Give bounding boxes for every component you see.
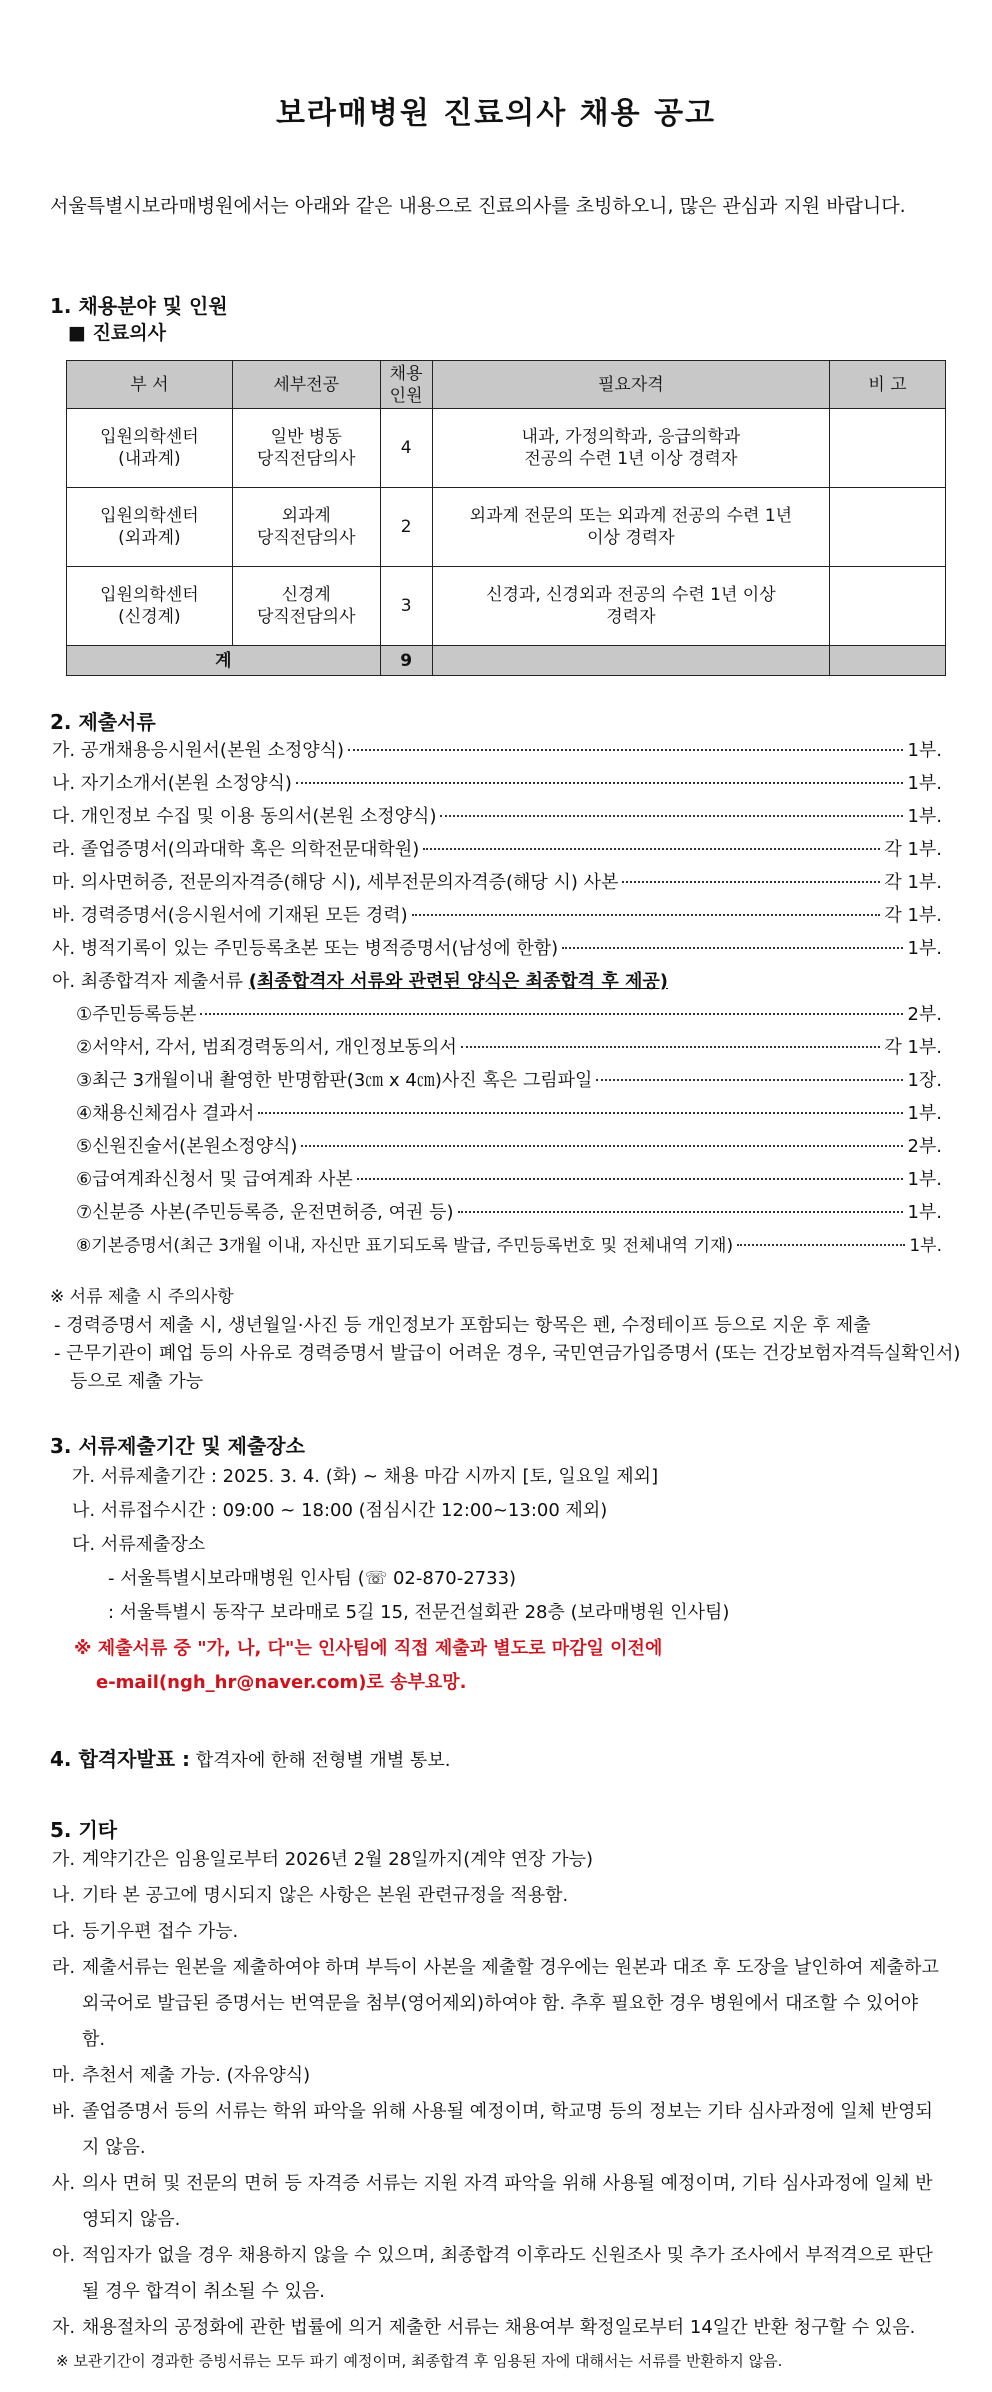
cell-qual: 신경과, 신경외과 전공의 수련 1년 이상 경력자 [432, 567, 830, 646]
item-mark: 사. [52, 2173, 76, 2194]
leader-dots [737, 1244, 905, 1246]
total-value: 9 [380, 646, 432, 676]
cell-count: 2 [380, 488, 432, 567]
cell-dept: 입원의학센터 (외과계) [67, 488, 233, 567]
section4 [50, 1742, 450, 1778]
item-label: 다. 개인정보 수집 및 이용 동의서(본원 소정양식) [52, 806, 437, 827]
item-label: 라. 졸업증명서(의과대학 혹은 의학전문대학원) [52, 839, 420, 860]
cell-major: 외과계 당직전담의사 [232, 488, 380, 567]
total-empty [432, 646, 830, 676]
table-row [67, 409, 946, 488]
item-mark: 다. [52, 1921, 76, 1942]
cell-qual: 외과계 전문의 또는 외과계 전공의 수련 1년 이상 경력자 [432, 488, 830, 567]
list-item [52, 1066, 942, 1099]
caution-title: ※ 서류 제출 시 주의사항 [50, 1287, 234, 1307]
leader-dots [258, 1112, 903, 1114]
item-qty: 2부. [907, 1136, 942, 1157]
list-item [52, 2238, 942, 2310]
leader-dots [423, 848, 880, 850]
item-qty: 각 1부. [884, 1037, 942, 1058]
item-qty: 1부. [907, 1202, 942, 1223]
item-qty: 1장. [907, 1070, 942, 1091]
item-label: 사. 병적기록이 있는 주민등록초본 또는 병적증명서(남성에 한함) [52, 938, 559, 959]
submit-place-address: : 서울특별시 동작구 보라매로 5길 15, 전문건설회관 28층 (보라매병원 인사팀) [108, 1602, 730, 1623]
section2-heading: 2. 제출서류 [50, 710, 156, 734]
item-label: ⑥급여계좌신청서 및 급여계좌 사본 [76, 1169, 353, 1190]
item-qty: 1부. [907, 1103, 942, 1124]
total-empty [830, 646, 946, 676]
list-item [52, 1842, 942, 1878]
leader-dots [562, 947, 903, 949]
list-item [52, 901, 942, 934]
list-item [52, 1000, 942, 1033]
header-note: 비 고 [830, 361, 946, 409]
submit-hours: 나. 서류접수시간 : 09:00 ~ 18:00 (점심시간 12:00~13:00 제외) [72, 1500, 608, 1521]
item-label: 바. 경력증명서(응시원서에 기재된 모든 경력) [52, 905, 408, 926]
item-qty: 1부. [909, 1236, 942, 1256]
cell-dept: 입원의학센터 (신경계) [67, 567, 233, 646]
header-major: 세부전공 [232, 361, 380, 409]
list-item [52, 802, 942, 835]
header-dept: 부 서 [67, 361, 233, 409]
list-item [52, 934, 942, 967]
table-row [67, 488, 946, 567]
etc-list [52, 1842, 942, 2376]
item-mark: 라. [52, 1957, 76, 1978]
item-mark: 자. [52, 2317, 76, 2338]
item-text: 채용절차의 공정화에 관한 법률에 의거 제출한 서류는 채용여부 확정일로부터 14일간 반환 청구할 수 있음. [82, 2317, 916, 2338]
list-item [52, 868, 942, 901]
item-text: 기타 본 공고에 명시되지 않은 사항은 본원 관련규정을 적용함. [82, 1885, 569, 1906]
list-item [52, 2058, 942, 2094]
recruit-table [66, 360, 946, 676]
item-qty: 각 1부. [884, 905, 942, 926]
list-item [52, 835, 942, 868]
item-label: 나. 자기소개서(본원 소정양식) [52, 773, 292, 794]
item-text: 적임자가 없을 경우 채용하지 않을 수 있으며, 최종합격 이후라도 신원조사 및 추가 조사에서 부적격으로 판단될 경우 합격이 취소될 수 있음. [82, 2245, 933, 2302]
section1-heading: 1. 채용분야 및 인원 [50, 294, 228, 318]
leader-dots [458, 1211, 904, 1213]
cell-dept: 입원의학센터 (내과계) [67, 409, 233, 488]
list-item [52, 736, 942, 769]
document-list [52, 736, 942, 1264]
cell-major: 일반 병동 당직전담의사 [232, 409, 380, 488]
section4-text: 합격자에 한해 전형별 개별 통보. [195, 1750, 451, 1771]
section1-subheading: ■ 진료의사 [68, 322, 166, 344]
list-item [52, 769, 942, 802]
final-docs-heading [52, 967, 942, 1000]
section3-heading: 3. 서류제출기간 및 제출장소 [50, 1434, 305, 1458]
item-label: ①주민등록등본 [76, 1004, 197, 1025]
leader-dots [357, 1178, 904, 1180]
cell-note [830, 567, 946, 646]
item-text: 계약기간은 임용일로부터 2026년 2월 28일까지(계약 연장 가능) [82, 1849, 594, 1870]
leader-dots [296, 782, 904, 784]
section5-heading: 5. 기타 [50, 1818, 118, 1842]
leader-dots [440, 815, 903, 817]
leader-dots [461, 1046, 880, 1048]
item-qty: 1부. [907, 773, 942, 794]
final-docs-label: 아. 최종합격자 제출서류 [52, 971, 244, 992]
cell-note [830, 409, 946, 488]
item-qty: 1부. [907, 806, 942, 827]
item-mark: 나. [52, 1885, 76, 1906]
item-text: 의사 면허 및 전문의 면허 등 자격증 서류는 지원 자격 파악을 위해 사용될 예정이며, 기타 심사과정에 일체 반영되지 않음. [82, 2173, 933, 2230]
item-text: 등기우편 접수 가능. [82, 1921, 239, 1942]
list-item [52, 1950, 942, 2058]
item-qty: 1부. [907, 938, 942, 959]
item-label: ⑦신분증 사본(주민등록증, 운전면허증, 여권 등) [76, 1202, 454, 1223]
final-docs-note: (최종합격자 서류와 관련된 양식은 최종합격 후 제공) [248, 971, 668, 992]
leader-dots [301, 1145, 903, 1147]
item-mark: 가. [52, 1849, 76, 1870]
caution-line-1: - 경력증명서 제출 시, 생년월일·사진 등 개인정보가 포함되는 항목은 펜, 수정테이프 등으로 지운 후 제출 [54, 1315, 871, 1336]
leader-dots [200, 1013, 903, 1015]
item-text: 추천서 제출 가능. (자유양식) [82, 2065, 311, 2086]
list-item [52, 1231, 942, 1264]
caution-line-3: 등으로 제출 가능 [70, 1371, 204, 1392]
intro-text: 서울특별시보라매병원에서는 아래와 같은 내용으로 진료의사를 초빙하오니, 많은 관심과 지원 바랍니다. [50, 195, 906, 217]
list-item [52, 1033, 942, 1066]
submit-place-office: - 서울특별시보라매병원 인사팀 (☏ 02-870-2733) [108, 1568, 517, 1589]
item-qty: 2부. [907, 1004, 942, 1025]
item-label: ③최근 3개월이내 촬영한 반명함판(3㎝ x 4㎝)사진 혹은 그림파일 [76, 1070, 593, 1091]
list-item [52, 1132, 942, 1165]
header-qual: 필요자격 [432, 361, 830, 409]
item-label: ②서약서, 각서, 범죄경력동의서, 개인정보동의서 [76, 1037, 457, 1058]
item-label: ④채용신체검사 결과서 [76, 1103, 255, 1124]
leader-dots [348, 749, 903, 751]
item-text: 졸업증명서 등의 서류는 학위 파악을 위해 사용될 예정이며, 학교명 등의 정보는 기타 심사과정에 일체 반영되지 않음. [82, 2101, 933, 2158]
submit-place-label: 다. 서류제출장소 [72, 1534, 206, 1555]
section4-heading: 4. 합격자발표 : [50, 1747, 191, 1771]
list-item [52, 1099, 942, 1132]
item-qty: 1부. [907, 1169, 942, 1190]
item-mark: 마. [52, 2065, 76, 2086]
item-qty: 각 1부. [884, 872, 942, 893]
item-mark: 바. [52, 2101, 76, 2122]
list-item [52, 2310, 942, 2346]
cell-major: 신경계 당직전담의사 [232, 567, 380, 646]
item-text: 제출서류는 원본을 제출하여야 하며 부득이 사본을 제출할 경우에는 원본과 대조 후 도장을 날인하여 제출하고 외국어로 발급된 증명서는 번역문을 첨부(영어제외)하여야 함. 추후 필요한 경우 병원에서 대조할 수 있어야 함. [82, 1957, 939, 2050]
total-label: 계 [67, 646, 381, 676]
cell-count: 3 [380, 567, 432, 646]
table-header-row [67, 361, 946, 409]
header-count-label: 채용인원 [389, 363, 423, 406]
item-label: ⑧기본증명서(최근 3개월 이내, 자신만 표기되도록 발급, 주민등록번호 및 전체내역 기재) [76, 1236, 734, 1256]
list-item [52, 1914, 942, 1950]
cell-count: 4 [380, 409, 432, 488]
header-count [380, 361, 432, 409]
table-row [67, 567, 946, 646]
list-item [52, 1165, 942, 1198]
cell-qual: 내과, 가정의학과, 응급의학과 전공의 수련 1년 이상 경력자 [432, 409, 830, 488]
list-item [52, 1878, 942, 1914]
email-notice-line-1: ※ 제출서류 중 "가, 나, 다"는 인사팀에 직접 제출과 별도로 마감일 이전에 [74, 1638, 663, 1659]
page-title: 보라매병원 진료의사 채용 공고 [275, 96, 717, 131]
email-notice-line-2: e-mail(ngh_hr@naver.com)로 송부요망. [96, 1672, 467, 1693]
cell-note [830, 488, 946, 567]
list-item [52, 1198, 942, 1231]
leader-dots [622, 881, 880, 883]
item-label: ⑤신원진술서(본원소정양식) [76, 1136, 298, 1157]
table-total-row [67, 646, 946, 676]
footnote: ※ 보관기간이 경과한 증빙서류는 모두 파기 예정이며, 최종합격 후 임용된 자에 대해서는 서류를 반환하지 않음. [56, 2352, 783, 2370]
caution-line-2: - 근무기관이 폐업 등의 사유로 경력증명서 발급이 어려운 경우, 국민연금가입증명서 (또는 건강보험자격득실확인서) [54, 1343, 961, 1364]
list-item [52, 2094, 942, 2166]
leader-dots [412, 914, 881, 916]
leader-dots [596, 1079, 903, 1081]
item-label: 가. 공개채용응시원서(본원 소정양식) [52, 740, 345, 761]
item-mark: 아. [52, 2245, 76, 2266]
list-item [52, 2166, 942, 2238]
submit-period: 가. 서류제출기간 : 2025. 3. 4. (화) ~ 채용 마감 시까지 [토, 일요일 제외] [72, 1466, 659, 1487]
item-label: 마. 의사면허증, 전문의자격증(해당 시), 세부전문의자격증(해당 시) 사본 [52, 872, 619, 893]
item-qty: 각 1부. [884, 839, 942, 860]
item-qty: 1부. [907, 740, 942, 761]
